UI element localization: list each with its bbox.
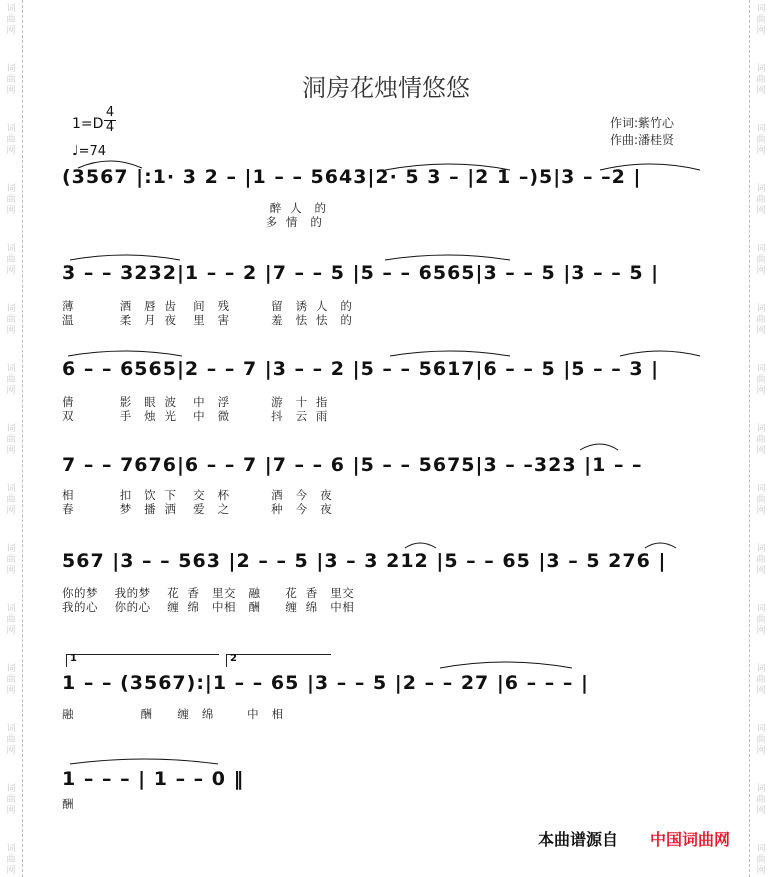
watermark-glyph-stack: 词 曲 网 — [756, 4, 766, 36]
score-line-6-notes: 1 – – (3567):|1 – – 65 |3 – – 5 |2 – – 27 |6 – – – | — [62, 672, 589, 694]
watermark-glyph-stack: 词 曲 网 — [6, 4, 16, 36]
slur-arc — [645, 543, 676, 548]
watermark-glyph-stack: 词 曲 网 — [6, 844, 16, 876]
composer-credit: 作曲:潘桂贤 — [610, 133, 675, 147]
score-line-7-notes: 1 – – – | 1 – – 0 ‖ — [62, 768, 245, 790]
footer-source-label: 本曲谱源自 — [538, 830, 619, 849]
song-title: 洞房花烛情悠悠 — [302, 74, 470, 102]
footer-site-link[interactable]: 中国词曲网 — [650, 830, 731, 849]
watermark-glyph-stack: 词 曲 网 — [6, 64, 16, 96]
watermark-glyph-stack: 词 曲 网 — [756, 784, 766, 816]
score-line-3-notes: 6 – – 6565|2 – – 7 |3 – – 2 |5 – – 5617|6 – – 5 |5 – – 3 | — [62, 358, 660, 380]
watermark-glyph-stack: 词 曲 网 — [6, 244, 16, 276]
lyricist-credit: 作词:紫竹心 — [610, 116, 675, 130]
quarter-note-icon: ♩ — [72, 143, 79, 159]
watermark-glyph-stack: 词 曲 网 — [756, 364, 766, 396]
watermark-glyph-stack: 词 曲 网 — [756, 544, 766, 576]
watermark-glyph-stack: 词 曲 网 — [6, 724, 16, 756]
tempo-value: =74 — [78, 144, 107, 159]
watermark-glyph-stack: 词 曲 网 — [756, 724, 766, 756]
watermark-glyph-stack: 词 曲 网 — [756, 184, 766, 216]
watermark-glyph-stack: 词 曲 网 — [6, 544, 16, 576]
score-line-2-lyrics-verse-2: 温 柔 月 夜 里 害 羞 怯 怯 的 — [62, 313, 353, 327]
watermark-glyph-stack: 词 曲 网 — [6, 484, 16, 516]
watermark-glyph-stack: 词 曲 网 — [756, 844, 766, 876]
score-line-1-lyrics-verse-2: 多 情 的 — [62, 215, 323, 229]
slur-arc — [78, 161, 142, 168]
score-line-7-lyrics: 酬 — [62, 797, 74, 811]
watermark-glyph-stack: 词 曲 网 — [756, 64, 766, 96]
slur-arc — [70, 255, 180, 260]
watermark-glyph-stack: 词 曲 网 — [756, 484, 766, 516]
time-signature-bottom: 4 — [105, 120, 115, 135]
score-line-5-lyrics-verse-1: 你的梦 我的梦 花 香 里交 融 花 香 里交 — [62, 586, 355, 600]
watermark-glyph-stack: 词 曲 网 — [6, 184, 16, 216]
slur-arc — [405, 543, 436, 548]
watermark-glyph-stack: 词 曲 网 — [6, 424, 16, 456]
score-line-5-lyrics-verse-2: 我的心 你的心 缠 绵 中相 酬 缠 绵 中相 — [62, 600, 355, 614]
watermark-glyph-stack: 词 曲 网 — [756, 664, 766, 696]
watermark-glyph-stack: 词 曲 网 — [6, 304, 16, 336]
slur-arc — [385, 164, 510, 170]
watermark-glyph-stack: 词 曲 网 — [756, 304, 766, 336]
key-signature: 1=D — [72, 116, 104, 132]
slur-arc — [385, 255, 510, 260]
score-line-5-notes: 567 |3 – – 563 |2 – – 5 |3 – 3 212 |5 – – 65 |3 – 5 276 | — [62, 550, 667, 572]
score-line-4-notes: 7 – – 7676|6 – – 7 |7 – – 6 |5 – – 5675|3 – –323 |1 – – — [62, 454, 651, 476]
watermark-glyph-stack: 词 曲 网 — [6, 124, 16, 156]
slur-arc — [70, 759, 218, 764]
score-line-3-lyrics-verse-2: 双 手 烛 光 中 微 抖 云 雨 — [62, 409, 328, 423]
watermark-glyph-stack: 词 曲 网 — [756, 424, 766, 456]
watermark-glyph-stack: 词 曲 网 — [756, 124, 766, 156]
watermark-glyph-stack: 词 曲 网 — [6, 604, 16, 636]
volta-number-1: 1 — [70, 653, 77, 664]
score-line-2-notes: 3 – – 3232|1 – – 2 |7 – – 5 |5 – – 6565|3 – – 5 |3 – – 5 | — [62, 262, 660, 284]
watermark-glyph-stack: 词 曲 网 — [756, 244, 766, 276]
score-line-3-lyrics-verse-1: 倩 影 眼 波 中 浮 游 十 指 — [62, 395, 328, 409]
slur-arc — [620, 351, 700, 356]
slur-arc — [68, 351, 182, 356]
time-signature-top: 4 — [105, 105, 115, 120]
watermark-glyph-stack: 词 曲 网 — [6, 664, 16, 696]
score-line-2-lyrics-verse-1: 薄 酒 唇 齿 间 残 留 诱 人 的 — [62, 299, 353, 313]
score-line-4-lyrics-verse-2: 春 梦 播 洒 爱 之 种 今 夜 — [62, 502, 333, 516]
watermark-glyph-stack: 词 曲 网 — [756, 604, 766, 636]
score-line-1-lyrics-verse-1: 醉 人 的 — [62, 201, 327, 215]
volta-number-2: 2 — [230, 653, 237, 664]
slur-arc — [390, 351, 510, 356]
score-line-1-notes: (3567 |:1· 3 2 – |1 – – 5643|2· 5 3 – |2 1 –)5|3 – –2 | — [62, 166, 642, 188]
slur-arc — [440, 662, 572, 668]
score-line-6-lyrics: 融 酬 缠 绵 中 相 — [62, 707, 284, 721]
watermark-glyph-stack: 词 曲 网 — [6, 364, 16, 396]
slur-arc — [600, 164, 700, 170]
slur-arc — [580, 444, 618, 450]
score-line-4-lyrics-verse-1: 相 扣 饮 下 交 杯 酒 今 夜 — [62, 488, 333, 502]
watermark-glyph-stack: 词 曲 网 — [6, 784, 16, 816]
